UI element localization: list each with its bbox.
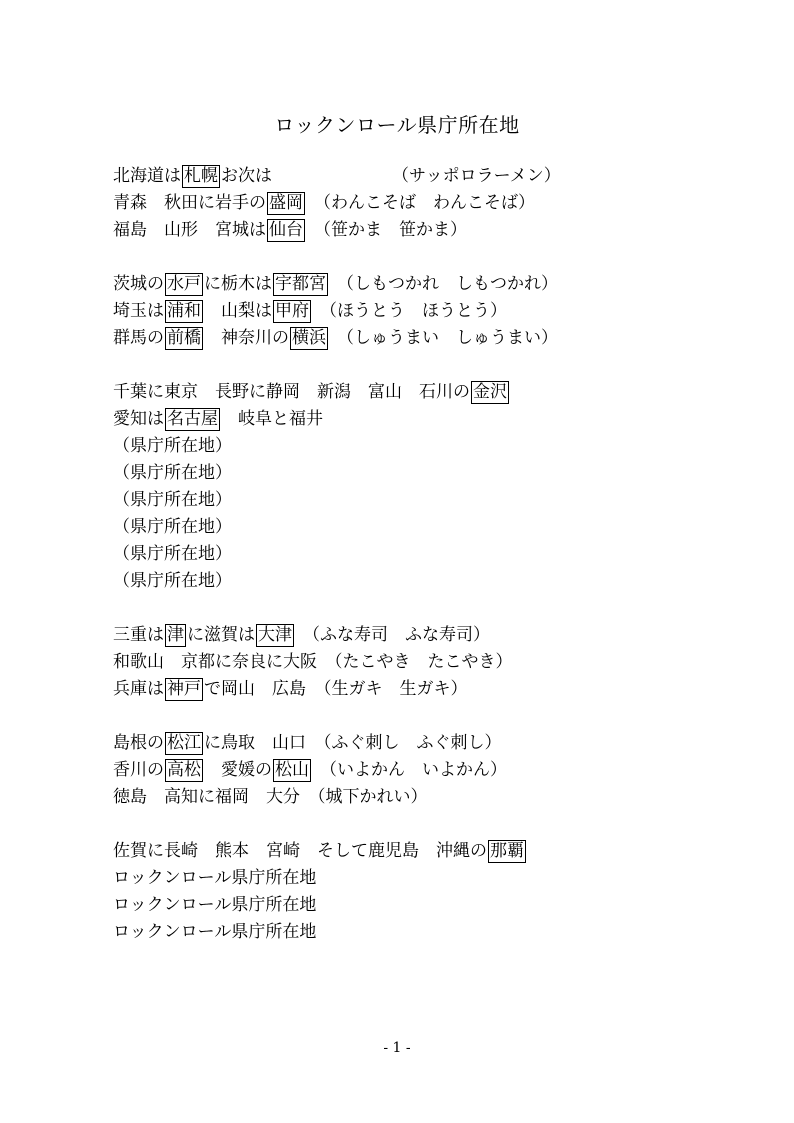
capital-city: 那覇 <box>490 841 524 861</box>
capital-city: 松江 <box>167 733 201 753</box>
capital-city: 水戸 <box>167 274 201 294</box>
lyric-text: （県庁所在地） <box>113 571 232 591</box>
capital-city: 前橋 <box>167 328 201 348</box>
lyric-text: （しゅうまい しゅうまい） <box>337 328 558 348</box>
capital-city: 松山 <box>275 760 309 780</box>
lyric-line <box>113 460 753 487</box>
lyric-text: 群馬の <box>113 328 164 348</box>
lyric-text: （県庁所在地） <box>113 463 232 483</box>
capital-city: 金沢 <box>473 382 507 402</box>
lyric-text: （県庁所在地） <box>113 544 232 564</box>
stanza-gap <box>113 811 753 838</box>
capital-city: 津 <box>167 625 184 645</box>
lyric-text: 山梨は <box>204 301 272 321</box>
page-title: ロックンロール県庁所在地 <box>274 113 520 137</box>
stanza-gap <box>113 703 753 730</box>
lyric-text: ロックンロール県庁所在地 <box>113 922 317 942</box>
lyric-line <box>113 892 753 919</box>
lyric-line <box>113 190 753 217</box>
capital-city: 札幌 <box>184 166 218 186</box>
stanza-gap <box>113 352 753 379</box>
lyric-text: 岐阜と福井 <box>221 409 323 429</box>
lyric-line <box>113 865 753 892</box>
lyric-text: 千葉に東京 長野に静岡 新潟 富山 石川の <box>113 382 470 402</box>
lyric-text: 青森 秋田に岩手の <box>113 193 266 213</box>
lyric-text: 和歌山 京都に奈良に大阪 （たこやき たこやき） <box>113 652 513 672</box>
capital-city: 甲府 <box>275 301 309 321</box>
lyric-line <box>113 541 753 568</box>
lyric-text: 香川の <box>113 760 164 780</box>
lyric-text: 茨城の <box>113 274 164 294</box>
lyric-line <box>113 730 753 757</box>
capital-city: 仙台 <box>269 220 303 240</box>
lyric-text: ロックンロール県庁所在地 <box>113 895 317 915</box>
lyric-line <box>113 406 753 433</box>
lyric-text: 島根の <box>113 733 164 753</box>
lyric-line <box>113 784 753 811</box>
capital-city: 名古屋 <box>167 409 218 429</box>
stanza-gap <box>113 595 753 622</box>
capital-city: 横浜 <box>292 328 326 348</box>
page-number: - 1 - <box>383 1040 411 1056</box>
lyric-text: （県庁所在地） <box>113 490 232 510</box>
lyric-text: 三重は <box>113 625 164 645</box>
lyric-text: 北海道は <box>113 166 181 186</box>
lyric-line <box>113 163 753 190</box>
lyric-line <box>113 757 753 784</box>
lyric-text: 佐賀に長崎 熊本 宮崎 そして鹿児島 沖縄の <box>113 841 487 861</box>
capital-city: 神戸 <box>167 679 201 699</box>
lyric-line <box>113 379 753 406</box>
capital-city: 宇都宮 <box>275 274 326 294</box>
lyrics-body <box>113 163 753 946</box>
lyric-text: 愛媛の <box>204 760 272 780</box>
lyric-text: に鳥取 山口 （ふぐ刺し ふぐ刺し） <box>204 733 502 753</box>
lyric-line <box>113 271 753 298</box>
lyric-text: お次は <box>221 166 272 186</box>
lyric-line <box>113 487 753 514</box>
lyric-text: 埼玉は <box>113 301 164 321</box>
lyric-line <box>113 568 753 595</box>
lyric-line <box>113 217 753 244</box>
lyric-line <box>113 325 753 352</box>
lyric-line <box>113 676 753 703</box>
lyric-line <box>113 838 753 865</box>
lyric-text: 愛知は <box>113 409 164 429</box>
lyric-line <box>113 298 753 325</box>
lyric-text: に栃木は <box>204 274 272 294</box>
lyric-line <box>113 919 753 946</box>
lyric-text: （サッポロラーメン） <box>392 166 561 186</box>
lyric-text: （ふな寿司 ふな寿司） <box>303 625 490 645</box>
capital-city: 浦和 <box>167 301 201 321</box>
lyric-line <box>113 622 753 649</box>
lyric-text: 福島 山形 宮城は <box>113 220 266 240</box>
capital-city: 高松 <box>167 760 201 780</box>
lyric-text: （県庁所在地） <box>113 436 232 456</box>
lyric-text: （いよかん いよかん） <box>320 760 507 780</box>
lyric-text: 兵庫は <box>113 679 164 699</box>
lyric-text: 神奈川の <box>204 328 289 348</box>
lyric-text: （笹かま 笹かま） <box>314 220 467 240</box>
lyric-line <box>113 649 753 676</box>
lyric-text: で岡山 広島 （生ガキ 生ガキ） <box>204 679 468 699</box>
stanza-gap <box>113 244 753 271</box>
lyric-text: 徳島 高知に福岡 大分 （城下かれい） <box>113 787 428 807</box>
capital-city: 盛岡 <box>269 193 303 213</box>
lyric-text: ロックンロール県庁所在地 <box>113 868 317 888</box>
capital-city: 大津 <box>258 625 292 645</box>
lyric-text: （県庁所在地） <box>113 517 232 537</box>
lyric-text: （わんこそば わんこそば） <box>314 193 535 213</box>
lyric-text: （しもつかれ しもつかれ） <box>337 274 558 294</box>
lyric-line <box>113 514 753 541</box>
lyric-text: （ほうとう ほうとう） <box>320 301 507 321</box>
lyric-text: に滋賀は <box>187 625 255 645</box>
lyric-line <box>113 433 753 460</box>
